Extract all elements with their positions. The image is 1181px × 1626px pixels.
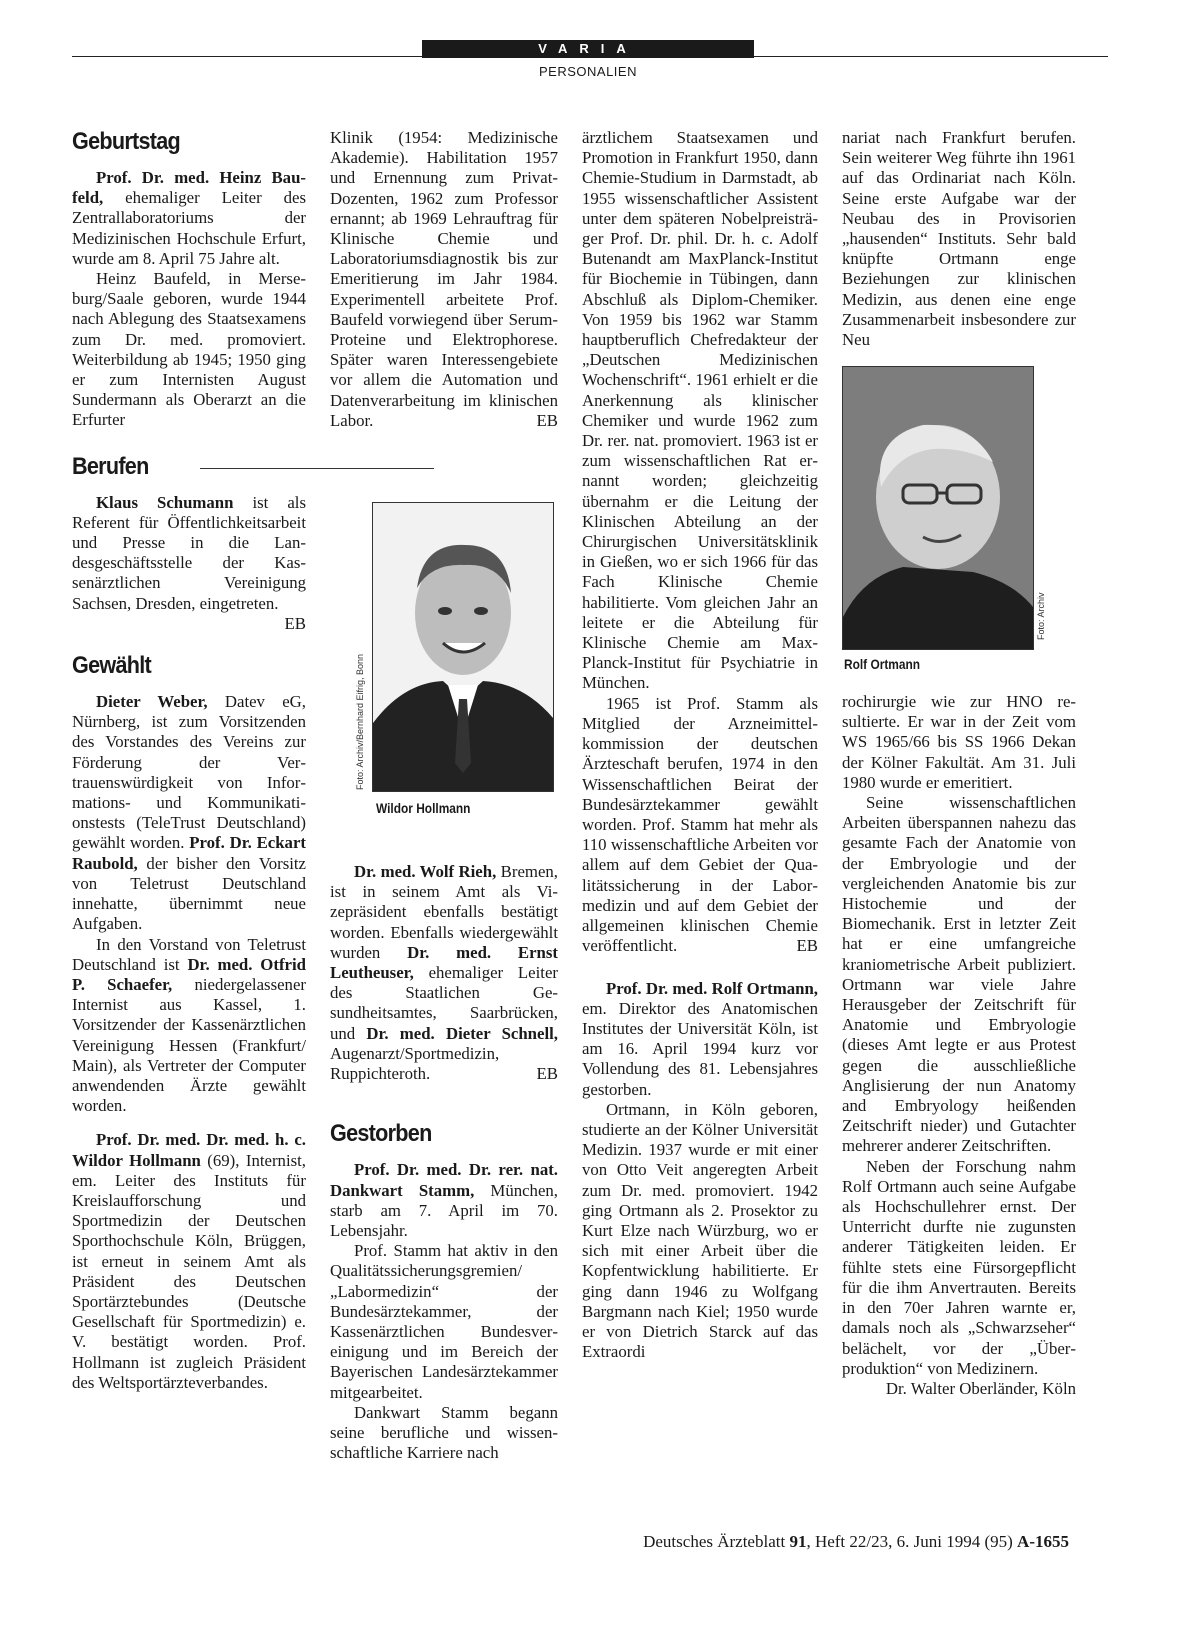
birthday-bio: Heinz Baufeld, in Merseburg/Saale geboren, wurde 1944 nach Ablegung des Staatsexamens zum Dr. med. promoviert. Weiterbildung ab 1945; 1950 ging er zum Internisten August Sundermann als Oberarzt an die Erfurter	[72, 269, 306, 430]
column-2-lower	[330, 862, 558, 1463]
obituary-ortmann-2: Ortmann, in Köln geboren, studierte an der Kölner Universität Medizin. 1937 wurde er mit einer von Otto Veit angeregten Arbeit zum Dr. med. promoviert. 1942 ging Ortmann als 2. Prosektor zu Kurt Elze nach Würzburg, wo er sich mit einer Arbeit über die Kopfentwicklung habilitierte. Er ging dann 1946 zu Wolfgang Bargmann nach Kiel; 1950 wurde er von Dietrich Starck auf das Extraordi	[582, 1099, 818, 1362]
appointment-notice: Klaus Schumann ist als Referent für Öffentlichkeitsarbeit und Presse in die Landesgeschäftsstelle der Kassenärztlichen Vereinigung Sachsen, Dresden, eingetreten. EB	[72, 492, 306, 633]
stamm-bio: ärztlichem Staatsexamen und Promotion in Frankfurt 1950, dann Chemie-Studium in Darmstadt, ab 1955 wissenschaftlicher Assistent unter dem späteren Nobelpreisträger Prof. Dr. phil. Dr. h. c. Adolf Butenandt am MaxPlanck-Institut für Biochemie in Tübingen, dann Abschluß als Diplom-Chemiker. Von 1959 bis 1962 war Stamm hauptberuflich Chefredakteur der „Deutschen Medizinischen Wochenschrift“. 1961 erhielt er die Anerkennung als klinischer Chemiker und wurde 1962 zum Dr. rer. nat. promoviert. 1963 ist er zum wissenschaftlichen Rat ernannt worden; gleichzeitig übernahm er die Leitung der Klinischen Abteilung an der Chirurgischen Universitätsklinik in Gießen, wo er sich 1966 für das Fach Klinische Chemie habilitierte. Vom gleichen Jahr an leitete er die Abteilung für Klinische Chemie am Max-Planck-Institut für Psychiatrie in München.	[582, 128, 818, 693]
column-2	[330, 128, 558, 431]
author-signature: Dr. Walter Oberländer, Köln	[885, 1378, 1076, 1398]
caption-ortmann: Rolf Ortmann	[844, 656, 921, 672]
photo-credit-ortmann: Foto: Archiv	[1036, 592, 1046, 640]
photo-ortmann	[842, 366, 1034, 650]
ortmann-bio-4: Neben der Forschung nahm Rolf Ortmann auch seine Aufgabe als Hochschullehrer ernst. Der Unterricht durfte nie zugunsten anderer Tätigkeiten leiden. Er fühlte stets eine Fürsorgepflicht für die ihm Anvertrauten. Bereits in den 70er Jahren warnte er, damals noch als „Schwarzseher“ belächelt, vor der „Überproduktion“ von Medizinern.	[842, 1156, 1076, 1378]
obituary-stamm: Prof. Dr. med. Dr. rer. nat. Dankwart Stamm, München, starb am 7. April im 70. Lebensjahr.	[330, 1160, 558, 1241]
obituary-ortmann: Prof. Dr. med. Rolf Ortmann, em. Direktor des Anatomischen Institutes der Universität Köln, ist am 16. April 1994 kurz vor Vollendung des 81. Lebensjahres gestorben.	[582, 978, 818, 1099]
page-footer: Deutsches Ärzteblatt 91, Heft 22/23, 6. Juni 1994 (95) A-1655	[643, 1532, 1069, 1551]
photo-credit-hollmann: Foto: Archiv/Bernhard Eifrig, Bonn	[355, 653, 365, 790]
birthday-notice: Prof. Dr. med. Heinz Baufeld, ehemaliger Leiter des Zentrallaboratoriums der Medizinischen Hochschule Erfurt, wurde am 8. April 75 Jahre alt.	[72, 168, 306, 268]
ortmann-bio-2: rochirurgie wie zur HNO resultierte. Er war in der Zeit vom WS 1965/66 bis SS 1966 Dekan der Kölner Fakultät. Am 31. Juli 1980 wurde er emeritiert.	[842, 692, 1076, 792]
election-notice-rieh: Dr. med. Wolf Rieh, Bremen, ist in seinem Amt als Vizepräsident ebenfalls bestätigt worden. Ebenfalls wiedergewählt wurden Dr. med. Ernst Leutheuser, ehemaliger Leiter des Staatlichen Gesundheitsamtes, Saarbrücken, und Dr. med. Dieter Schnell, Augenarzt/Sportmedizin, Ruppichteroth. EB	[330, 862, 559, 1084]
subsection-label: PERSONALIEN	[539, 64, 637, 79]
section-label: VARIA	[422, 40, 754, 58]
caption-hollmann: Wildor Hollmann	[376, 800, 471, 816]
baufeld-bio-continued: Klinik (1954: Medizinische Akademie). Habilitation 1957 und Ernennung zum PrivatDozenten, 1962 zum Professor ernannt; ab 1969 Lehrauftrag für Klinische Chemie und Laboratoriumsdiagnostik bis zur Emeritierung im Jahr 1984. Experimentell arbeitete Prof. Baufeld vorwiegend über Serum-Proteine und Elektrophorese. Später waren Interessengebiete vor allem die Automation und Datenverarbeitung im klinischen Labor. EB	[330, 128, 558, 431]
election-notice-hollmann: Prof. Dr. med. Dr. med. h. c. Wildor Hollmann (69), Internist, em. Leiter des Instituts für Kreislaufforschung und Sportmedizin der Deutschen Sporthochschule Köln, Brüggen, ist erneut in seinem Amt als Präsident des Deutschen Sportärztebundes (Deutsche Gesellschaft für Sportmedizin) e. V. bestätigt worden. Prof. Hollmann ist zugleich Präsident des Weltsportärzteverbandes.	[72, 1130, 306, 1392]
heading-gestorben: Gestorben	[330, 1120, 432, 1148]
obituary-stamm-2: Prof. Stamm hat aktiv in den Qualitätssicherungsgremien/„Labormedizin“ der Bundesärztekammer, der Kassenärztlichen Bundesvereinigung und im Bereich der Bayerischen Landesärztekammer mitgearbeitet.	[330, 1241, 558, 1402]
column-1	[72, 128, 306, 1393]
heading-gewaehlt: Gewählt	[72, 652, 151, 680]
photo-hollmann	[372, 502, 554, 792]
section-divider	[200, 468, 434, 469]
ortmann-bio-3: Seine wissenschaftlichen Arbeiten überspannen nahezu das gesamte Fach der Anatomie von der Embryologie und der vergleichenden Anatomie bis zur Histochemie und der Biomechanik. Erst in letzter Zeit hat er eine umfangreiche kraniometrische Arbeit publiziert. Ortmann war viele Jahre Herausgeber der Zeitschrift für Anatomie und Embryologie (dieses Amt legte er aus Protest gegen die ausschließliche Anglisierung der nun Anatomy and Embryology heißenden Zeitschrift nieder) und Gutachter mehrerer anderer Zeitschriften.	[842, 793, 1076, 1156]
stamm-bio-2: 1965 ist Prof. Stamm als Mitglied der Arzneimittelkommission der deutschen Ärzteschaft berufen, 1974 in den Wissenschaftlichen Beirat der Bundesärztekammer gewählt worden. Prof. Stamm hat mehr als 110 wissenschaftliche Arbeiten vor allem auf dem Gebiet der Qualitätssicherung in der Labormedizin und auf dem Gebiet der allgemeinen klinischen Chemie veröffentlicht. EB	[582, 693, 818, 956]
column-4-lower	[842, 692, 1076, 1399]
election-notice-schaefer: In den Vorstand von Teletrust Deutschland ist Dr. med. Otfrid P. Schaefer, niedergelassener Internist aus Kassel, 1. Vorsitzender der Kassenärztlichen Vereinigung Hessen (Frankfurt/ Main), als Vertreter der Computer anwendenden Ärzte gewählt worden.	[72, 934, 306, 1116]
column-4	[842, 128, 1076, 350]
heading-geburtstag: Geburtstag	[72, 128, 181, 155]
ortmann-bio: nariat nach Frankfurt berufen. Sein weiterer Weg führte ihn 1961 auf das Ordinariat nach Köln. Seine erste Aufgabe war der Neubau des in Provisorien „hausenden“ Instituts. Sehr bald knüpfte Ortmann enge Beziehungen zur klinischen Medizin, aus denen eine enge Zusammenarbeit insbesondere zur Neu	[842, 128, 1076, 350]
column-3	[582, 128, 818, 1362]
heading-berufen: Berufen	[72, 452, 149, 480]
election-notice-weber: Dieter Weber, Datev eG, Nürnberg, ist zum Vorsitzenden des Vorstandes des Vereins zur Förderung der Vertrauenswürdigkeit von Informations- und Kommunikationstests (TeleTrust Deutschland) gewählt worden. Prof. Dr. Eckart Raubold, der bisher den Vorsitz von Teletrust Deutschland innehatte, übernimmt neue Aufgaben.	[72, 692, 306, 934]
obituary-stamm-3: Dankwart Stamm begann seine berufliche und wissenschaftliche Karriere nach	[330, 1402, 558, 1463]
